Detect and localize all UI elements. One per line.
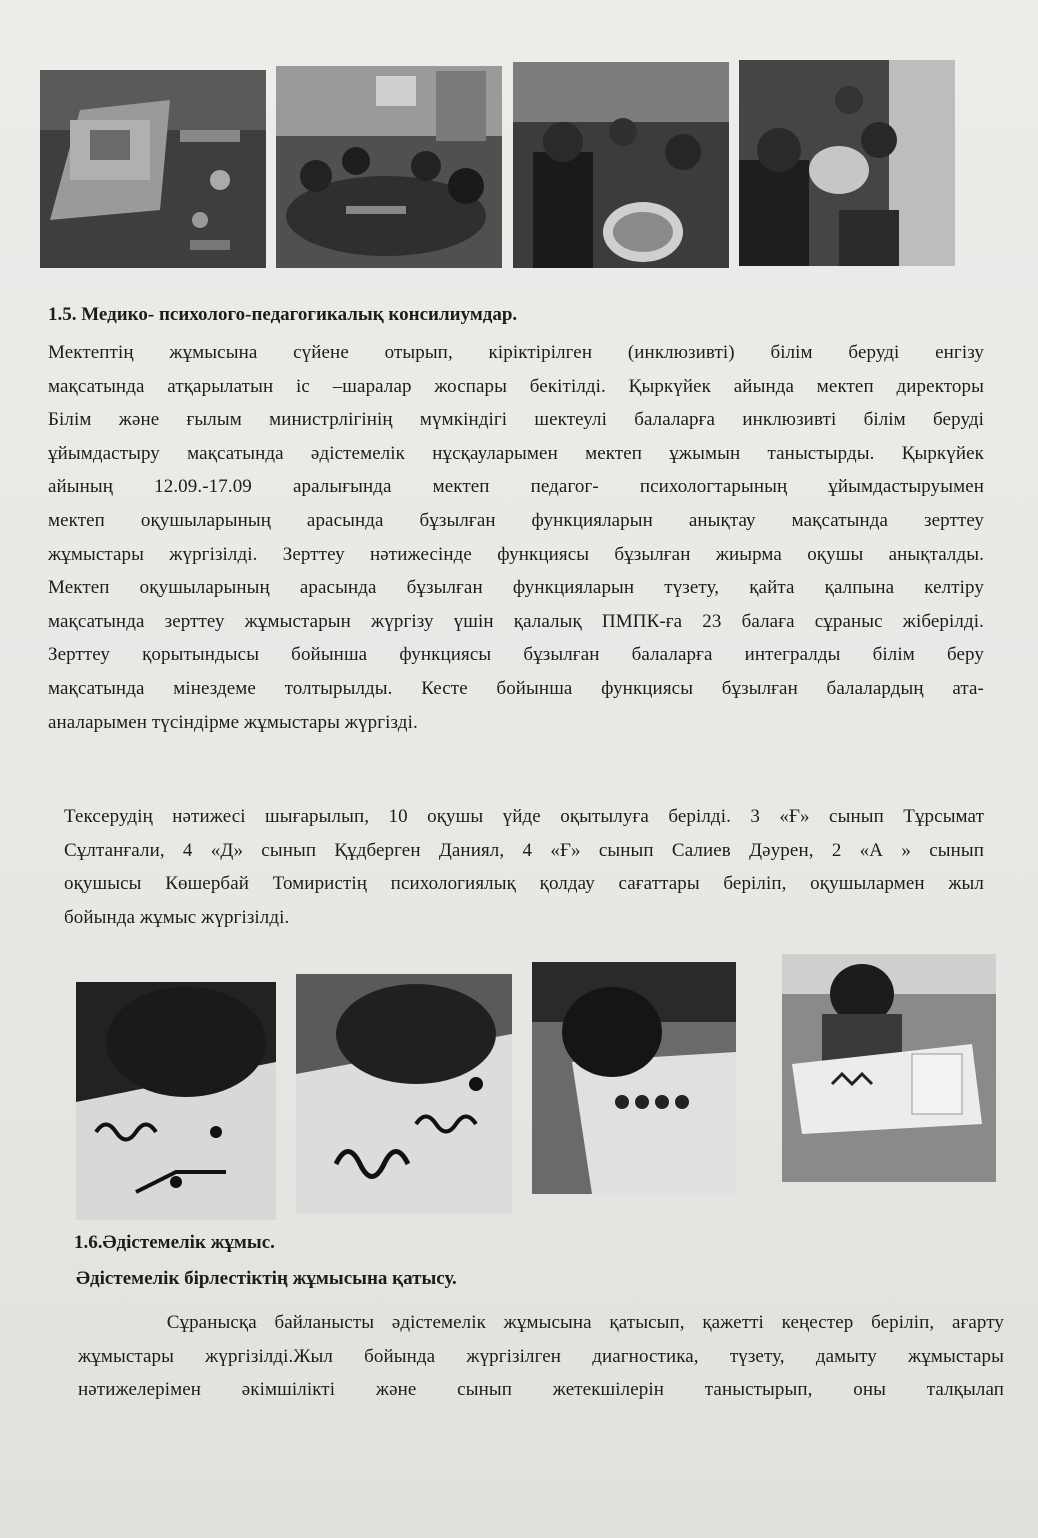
photo-child-drawing-3	[532, 962, 736, 1194]
paragraph-line: аналарымен түсіндірме жұмыстары жүргізді.	[48, 711, 418, 733]
photo-teachers-activity	[513, 62, 729, 268]
paragraph-results	[64, 800, 984, 934]
paragraph-line: Сұлтанғали, 4 «Д» сынып Құдберген Даниял, 4 «Ғ» сынып Салиев Дәурен, 2 «А » сынып	[64, 839, 984, 861]
paragraph-line: оқушысы Көшербай Томиристің психологиялық қолдау сағаттары беріліп, оқушылармен жыл	[64, 873, 984, 895]
paragraph-line: Сұранысқа байланысты әдістемелік жұмысына қатысып, қажетті кеңестер беріліп, ағарту	[78, 1312, 1004, 1333]
paragraph-line: мақсатында зерттеу жұмыстарын жүргізу үшін қалалық ПМПК-ға 23 балаға сұраныс жіберілді.	[48, 610, 984, 632]
child-drawing-photo-icon	[532, 962, 736, 1194]
teachers-discussion-photo-icon	[739, 60, 955, 266]
paragraph-line: мақсатында атқарылатын іс –шаралар жоспары бекітілді. Қыркүйек айында мектеп директоры	[48, 375, 984, 397]
photo-child-drawing-1	[76, 982, 276, 1220]
paragraph-line: Мектептің жұмысына сүйене отырып, кіріктірілген (инклюзивті) білім беруді енгізу	[48, 342, 984, 363]
paragraph-line: нәтижелерімен әкімшілікті және сынып жетекшілерін таныстырып, оны талқылап	[78, 1379, 1004, 1401]
photo-building-model	[40, 70, 266, 268]
photo-classroom-group	[276, 66, 502, 268]
child-drawing-photo-icon	[76, 982, 276, 1220]
paragraph-line: жұмыстары жүргізілді.Жыл бойында жүргізілген диагностика, түзету, дамыту жұмыстары	[78, 1345, 1004, 1367]
child-drawing-photo-icon	[782, 954, 996, 1182]
paragraph-consilium	[48, 336, 984, 739]
child-drawing-photo-icon	[296, 974, 512, 1214]
section-heading-1-5: 1.5. Медико- психолого-педагогикалық консилиумдар.	[48, 304, 518, 325]
paragraph-line: Мектеп оқушыларының арасында бұзылған функцияларын түзету, қайта қалпына келтіру	[48, 577, 984, 599]
photo-child-drawing-4	[782, 954, 996, 1182]
paragraph-line: бойында жұмыс жүргізілді.	[64, 906, 290, 928]
teachers-activity-photo-icon	[513, 62, 729, 268]
paragraph-line: ұйымдастыру мақсатында әдістемелік нұсқауларымен мектеп ұжымын таныстырды. Қыркүйек	[48, 442, 984, 464]
paragraph-line: Білім және ғылым министрлігінің мүмкіндігі шектеулі балаларға инклюзивті білім беруді	[48, 409, 984, 431]
paragraph-line: Тексерудің нәтижесі шығарылып, 10 оқушы үйде оқытылуға берілді. 3 «Ғ» сынып Тұрсымат	[64, 806, 984, 827]
classroom-group-photo-icon	[276, 66, 502, 268]
photo-teachers-discussion	[739, 60, 955, 266]
paragraph-line: мектеп оқушыларының арасында бұзылған функцияларын анықтау мақсатында зерттеу	[48, 509, 984, 531]
paragraph-methodical	[78, 1306, 1004, 1407]
section-subheading-methodical-association: Әдістемелік бірлестіктің жұмысына қатысу.	[76, 1268, 457, 1289]
photo-child-drawing-2	[296, 974, 512, 1214]
paragraph-line: жұмыстары жүргізілді. Зерттеу нәтижесінде функциясы бұзылған жиырма оқушы анықталды.	[48, 543, 984, 565]
paragraph-line: айының 12.09.-17.09 аралығында мектеп педагог- психологтарының ұйымдастыруымен	[48, 476, 984, 498]
building-model-photo-icon	[40, 70, 266, 268]
section-heading-1-6: 1.6.Әдістемелік жұмыс.	[74, 1232, 275, 1253]
paragraph-line: Зерттеу қорытындысы бойынша функциясы бұзылған балаларға интегралды білім беру	[48, 644, 984, 666]
paragraph-line: мақсатында мінездеме толтырылды. Кесте бойынша функциясы бұзылған балалардың ата-	[48, 677, 984, 699]
